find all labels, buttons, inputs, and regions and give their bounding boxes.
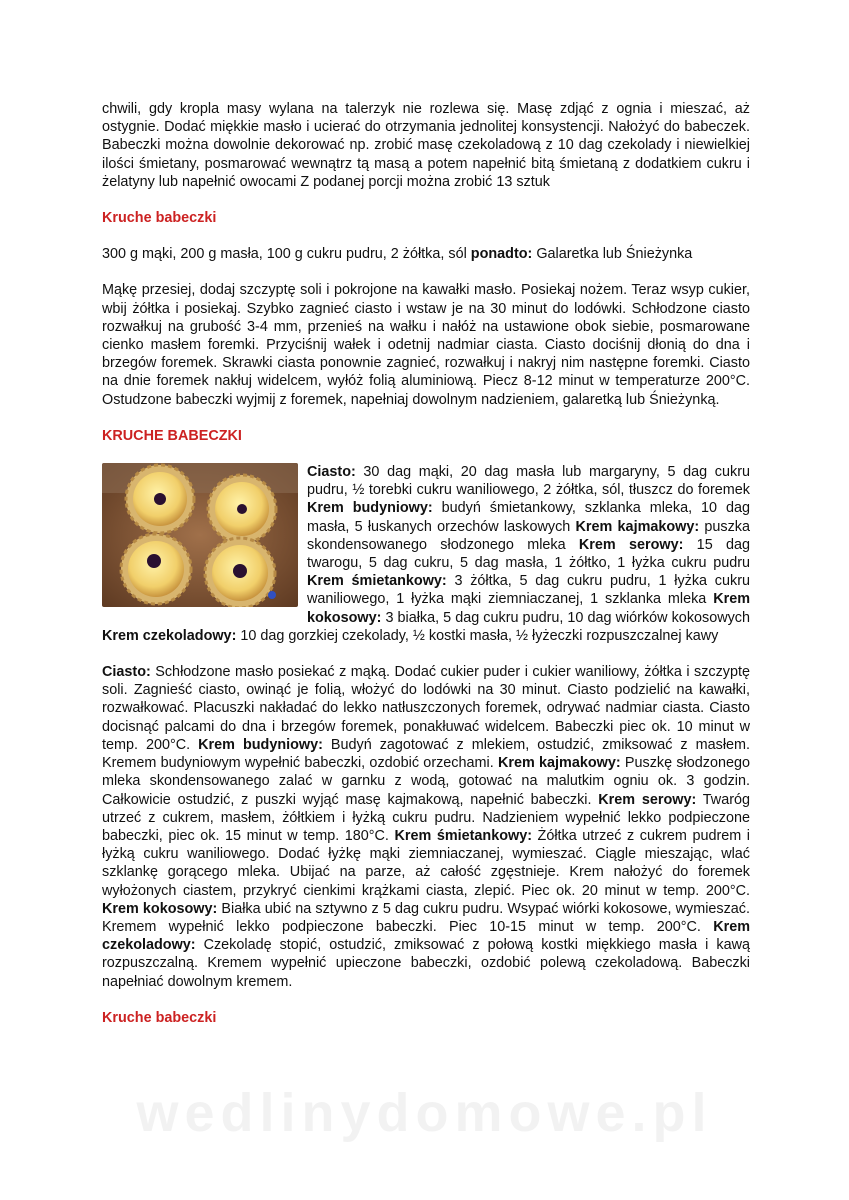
recipe2-method <box>102 663 750 991</box>
method-text-serowy: Twaróg utrzeć z cukrem, masłem, żółtkiem i łyżką cukru pudru. Nadzieniem wypełnić lekko podpieczone babeczki, piec ok. 15 minut w temp. 180°C. <box>102 791 750 844</box>
method-text-kajmakowy: Puszkę słodzonego mleka skondensowanego zalać w garnku z wodą, gotować na malutkim ogniu ok. 3 godzin. Całkowicie ostudzić, z puszki wyjąć masę kajmakową, napełnić babeczki. <box>102 755 750 808</box>
ingredient-text-budyniowy: budyń śmietankowy, szklanka mleka, 10 dag masła, 5 łuskanych orzechów laskowych <box>307 500 750 535</box>
recipe1-ingredients-text: 300 g mąki, 200 g masła, 100 g cukru pudru, 2 żółtka, sól <box>102 246 467 263</box>
method-text-czekoladowy: Czekoladę stopić, ostudzić, zmiksować z połową kostki miękkiego masła i kawą rozpuszczalną. Kremem wypełnić upieczone babeczki, ozdobić polewą czekoladową. Babeczki napełniać dowolnym kremem. <box>102 937 750 990</box>
method-label-kajmakowy: Krem kajmakowy: <box>497 755 621 772</box>
recipe1-extra-label: ponadto: <box>470 246 533 263</box>
ingredient-text-serowy: 15 dag twarogu, 5 dag cukru, 5 dag masła, 1 żółtko, 1 łyżka cukru pudru <box>307 536 750 572</box>
ingredient-label-czekoladowy: Krem czekoladowy: <box>102 627 237 644</box>
ingredient-text-smietankowy: 3 żółtka, 5 dag cukru pudru, 1 łyżka cukru waniliowego, 1 łyżka mąki ziemniaczanej, 1 szklanka mleka <box>307 573 750 608</box>
ingredient-text-kokosowy: 3 białka, 5 dag cukru pudru, 10 dag wiórków kokosowych <box>381 609 750 626</box>
ingredient-text-kajmakowy: puszka skondensowanego słodzonego mleka <box>307 518 750 553</box>
ingredient-label-budyniowy: Krem budyniowy: <box>307 500 433 517</box>
ingredient-text-czekoladowy: 10 dag gorzkiej czekolady, ½ kostki masła, ½ łyżeczki rozpuszczalnej kawy <box>236 627 719 644</box>
intro-paragraph: chwili, gdy kropla masy wylana na talerzyk nie rozlewa się. Masę zdjąć z ognia i mieszać, aż ostygnie. Dodać miękkie masło i ucierać do otrzymania jednolitej konsystencji. Nałożyć do babeczek. Babeczki można dowolnie dekorować np. zrobić masę czekoladową z 10 dag czekolady i niewielkiej ilości śmietany, posmarować wewnątrz tą masą a potem napełnić bitą śmietaną z dodatkiem cukru i żelatyny lub napełnić owocami Z podanej porcji można zrobić 13 sztuk <box>102 101 750 190</box>
method-text-ciasto: Schłodzone masło posiekać z mąką. Dodać cukier puder i cukier waniliowy, żółtka i szczyptę soli. Zagnieść ciasto, owinąć je folią, włożyć do lodówki na 30 minut. Ciasto podzielić na kawałki, rozwałkować. Placuszki nakładać do lekko natłuszczonych foremek, odrywać nadmiar ciasta. Ciasto docisnąć palcami do dna i brzegów foremek, ponakłuwać widelcem. Babeczki piec ok. 10 minut w temp. 200°C. <box>102 664 750 753</box>
ingredient-text-ciasto: 30 dag mąki, 20 dag masła lub margaryny, 5 dag cukru pudru, ½ torebki cukru waniliowego, 2 żółtka, sól, tłuszcz do foremek <box>307 464 750 499</box>
ingredient-label-serowy: Krem serowy: <box>578 536 684 553</box>
ingredient-label-smietankowy: Krem śmietankowy: <box>307 573 447 590</box>
method-text-budyniowy: Budyń zagotować z mlekiem, ostudzić, zmiksować z masłem. Kremem budyniowym wypełnić babeczki, ozdobić orzechami. <box>102 736 751 772</box>
method-label-smietankowy: Krem śmietankowy: <box>394 827 532 844</box>
document-page <box>102 100 750 1027</box>
recipe2-ingredients-block <box>102 463 750 645</box>
method-label-serowy: Krem serowy: <box>598 791 697 808</box>
recipe1-method: Mąkę przesiej, dodaj szczyptę soli i pokrojone na kawałki masło. Posiekaj nożem. Teraz wsyp cukier, wbij żółtka i posiekaj. Szybko zagnieć ciasto i wstaw je na 30 minut do lodówki. Schłodzone ciasto rozwałkuj na grubość 3-4 mm, przenieś na wałku i nałóż na ustawione obok siebie, posmarowane cienko masłem foremki. Przyciśnij wałek i odetnij nadmiar ciasta. Ciasto dociśnij dłonią do dna i brzegów foremek. Skrawki ciasta ponownie zagnieć, rozwałkuj i nakryj nim następne foremki. Ciasto na dnie foremek nakłuj widelcem, wyłóż folią aluminiową. Piecz 8-12 minut w temperaturze 200°C. Ostudzone babeczki wyjmij z foremek, napełniaj dowolnym nadzieniem, galaretką lub Śnieżynką. <box>102 282 750 408</box>
method-label-ciasto: Ciasto: <box>102 664 151 681</box>
method-label-budyniowy: Krem budyniowy: <box>198 736 323 753</box>
ingredient-label-kajmakowy: Krem kajmakowy: <box>575 518 700 535</box>
recipe2-title: KRUCHE BABECZKI <box>102 427 242 444</box>
ingredient-label-ciasto: Ciasto: <box>307 464 356 481</box>
tartlets-photo <box>102 463 298 607</box>
recipe1-extra-text: Galaretka lub Śnieżynka <box>536 246 693 263</box>
recipe1-title: Kruche babeczki <box>102 210 217 227</box>
watermark: wedlinydomowe.pl <box>136 1083 713 1143</box>
recipe1-ingredients <box>102 245 750 263</box>
method-text-smietankowy: Żółtka utrzeć z cukrem pudrem i łyżką cukru waniliowego. Dodać łyżkę mąki ziemniaczanej, wymieszać. Ciągle mieszając, wlać szklankę gorącego mleka. Ubijać na parze, aż całość zgęstnieje. Krem nałożyć do foremek wyłożonych ciastem, przykryć cienkimi krążkami ciasta, zlepić. Piec ok. 20 minut w temp. 200°C. <box>102 827 750 899</box>
ingredient-label-kokosowy: Krem kokosowy: <box>307 591 750 626</box>
recipe3-title: Kruche babeczki <box>102 1009 217 1026</box>
method-text-kokosowy: Białka ubić na sztywno z 5 dag cukru pudru. Wsypać wiórki kokosowe, wymieszać. Kremem wypełnić lekko podpieczone babeczki. Piec 10-15 minut w temp. 200°C. <box>102 900 750 935</box>
method-label-czekoladowy: Krem czekoladowy: <box>102 918 750 954</box>
method-label-kokosowy: Krem kokosowy: <box>102 900 218 917</box>
